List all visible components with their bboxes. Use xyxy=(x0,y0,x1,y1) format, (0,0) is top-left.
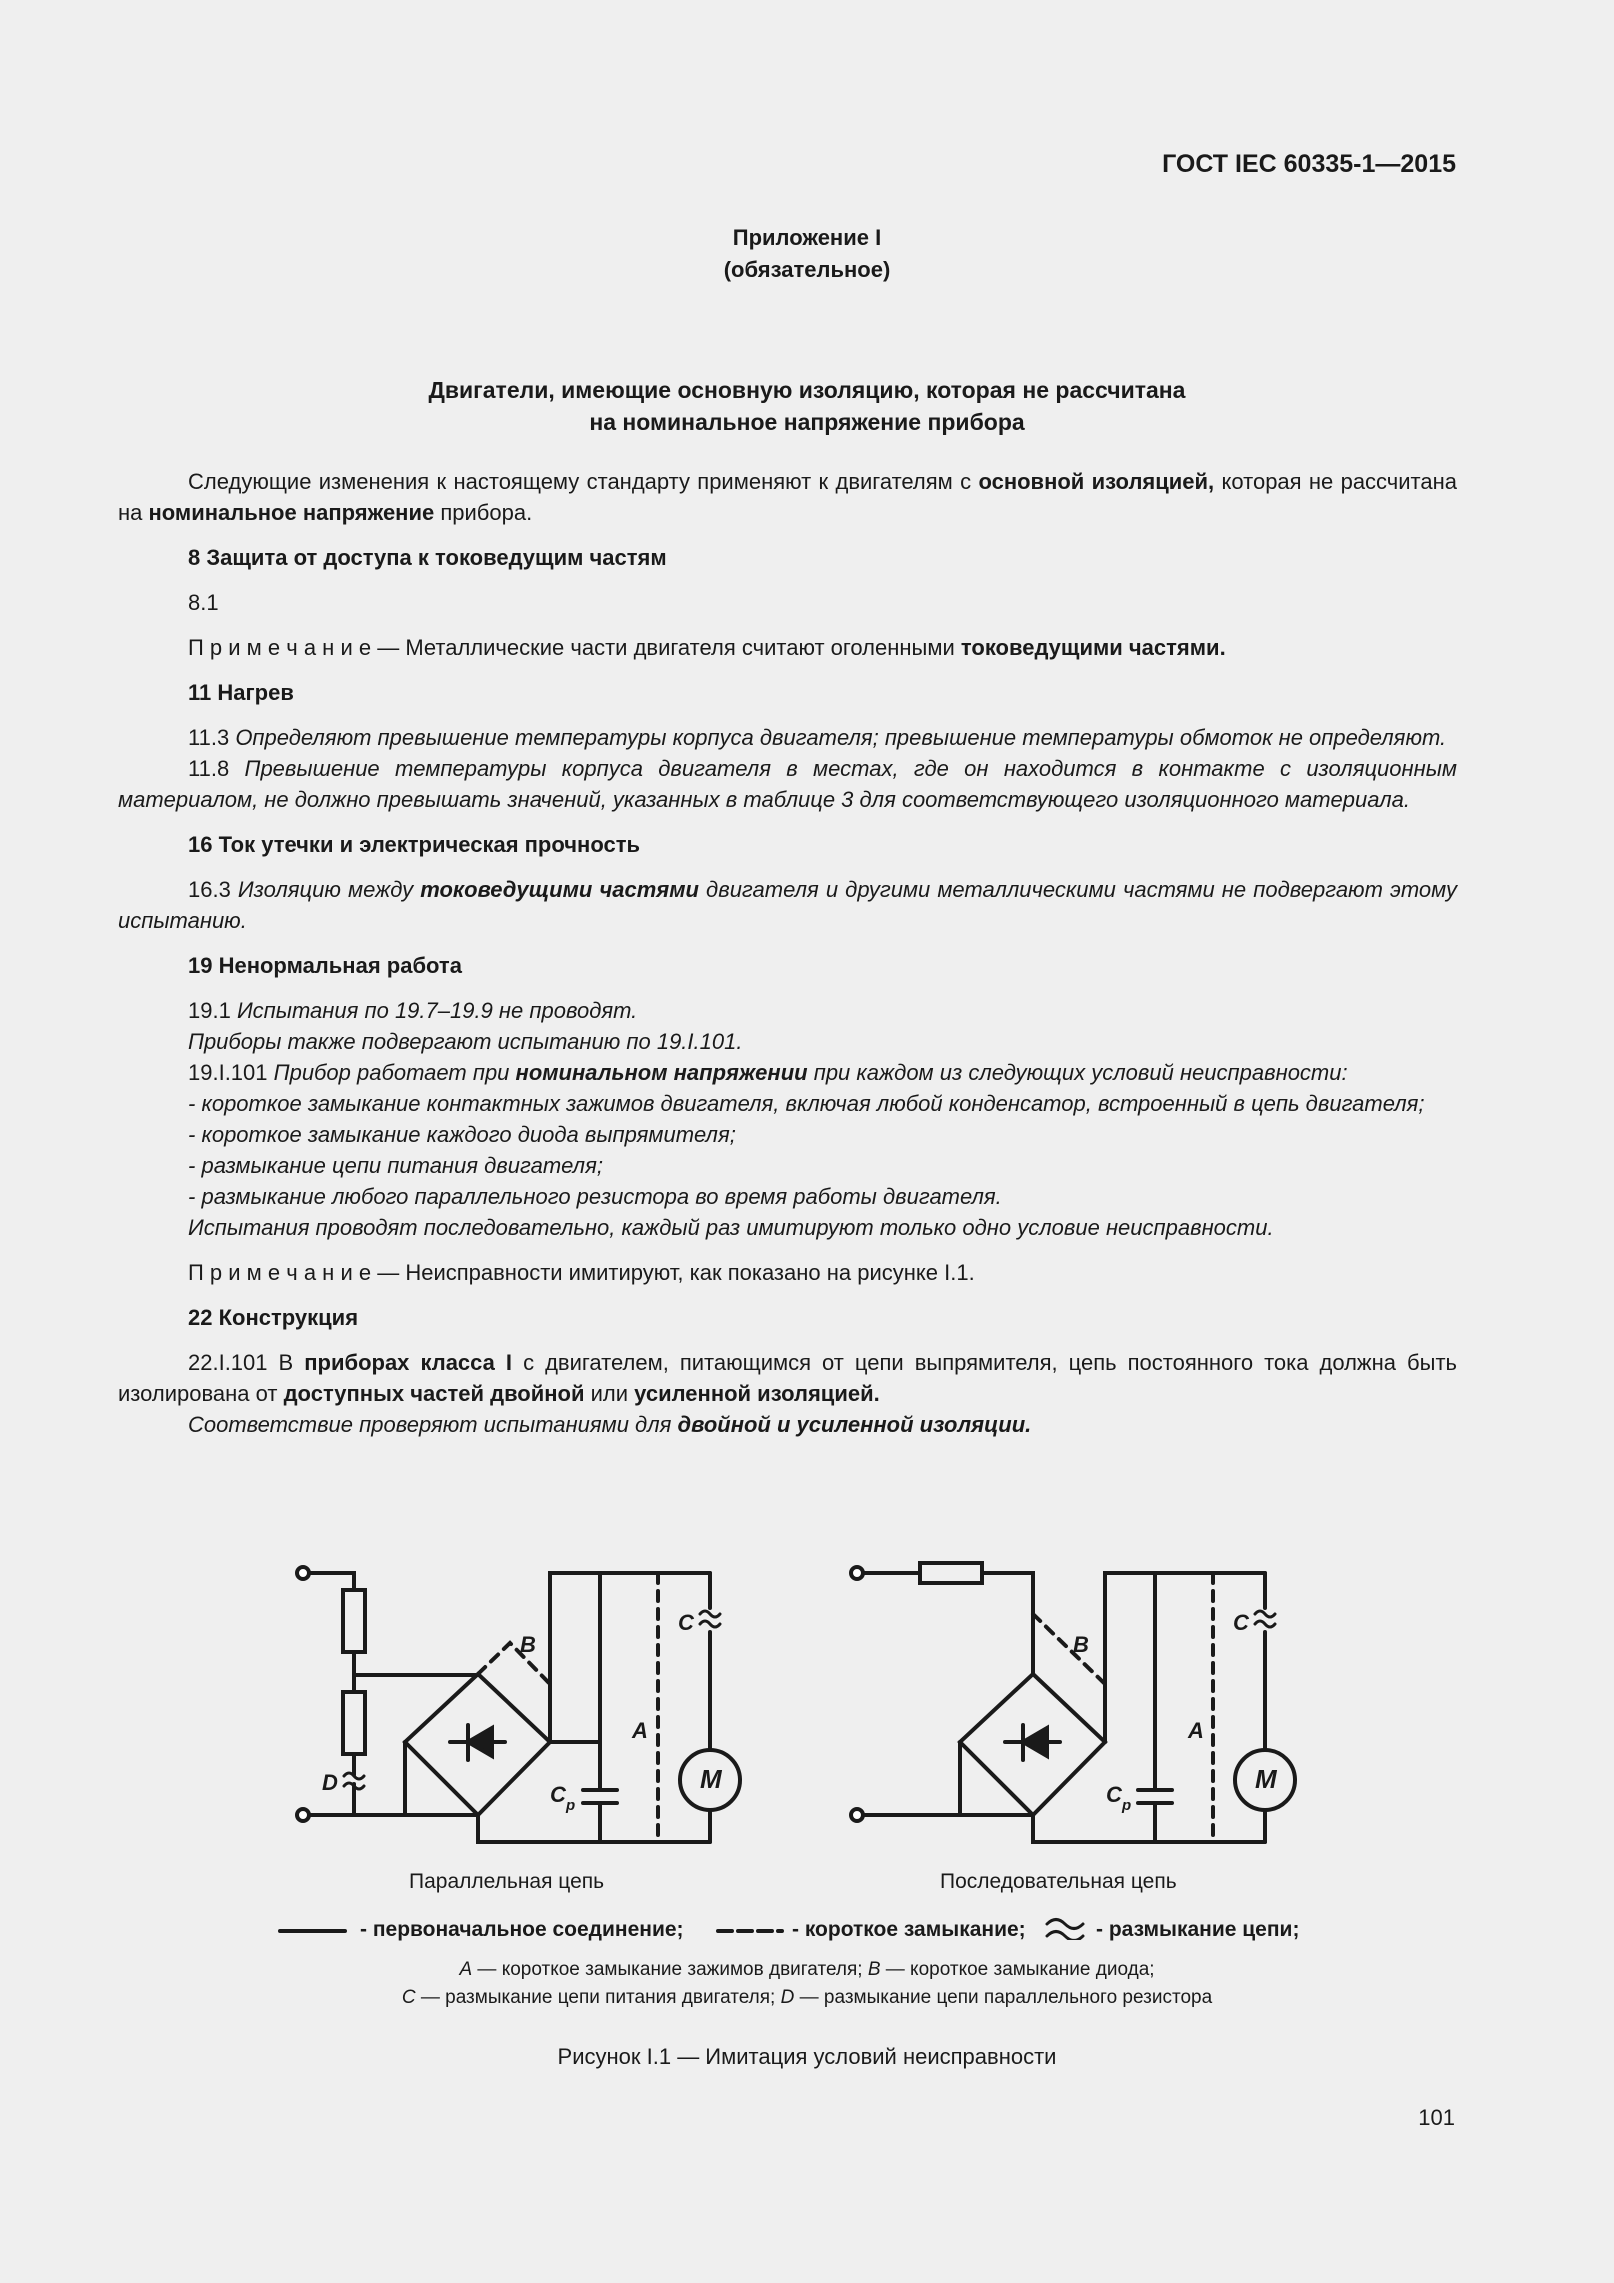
label-cp: C xyxy=(550,1782,566,1807)
clause-22-i-101: 22.I.101 В приборах класса I с двигателем, питающимся от цепи выпрямителя, цепь постоянного тока должна быть изолирована от доступных частей двойной или усиленной изоляцией. xyxy=(118,1350,1458,1406)
section-11-heading: 11 Нагрев xyxy=(188,680,294,705)
annex-heading xyxy=(0,222,1614,286)
clause-22-compliance: Соответствие проверяют испытаниями для двойной и усиленной изоляции. xyxy=(188,1412,1032,1437)
circuit-figure xyxy=(0,1540,1614,1940)
section-16-heading: 16 Ток утечки и электрическая прочность xyxy=(188,832,640,857)
parallel-circuit-caption: Параллельная цепь xyxy=(409,1870,605,1893)
list-item: - размыкание любого параллельного резистора во время работы двигателя. xyxy=(188,1184,1002,1209)
figure-caption: Рисунок I.1 — Имитация условий неисправности xyxy=(557,2044,1057,2069)
intro-paragraph: Следующие изменения к настоящему стандарту применяют к двигателям с основной изоляцией, которая не рассчитана на номинальное напряжение прибора. xyxy=(118,469,1458,525)
clause-19-1-line2: Приборы также подвергают испытанию по 19.I.101. xyxy=(188,1029,743,1054)
parallel-circuit xyxy=(297,1567,740,1842)
annex-label: Приложение I xyxy=(732,225,882,250)
wave-icon xyxy=(344,1783,364,1789)
wave-icon xyxy=(1255,1611,1275,1617)
clause-19-closing: Испытания проводят последовательно, каждый раз имитируют только одно условие неисправности. xyxy=(188,1215,1274,1240)
document-body xyxy=(118,466,1457,1440)
section-19-note: П р и м е ч а н и е — Неисправности имитируют, как показано на рисунке I.1. xyxy=(188,1260,975,1285)
list-item: - короткое замыкание каждого диода выпрямителя; xyxy=(188,1122,736,1147)
motor-label: M xyxy=(700,1764,722,1794)
legend-wave-text: - размыкание цепи; xyxy=(1096,1918,1300,1941)
series-circuit xyxy=(851,1563,1295,1842)
clause-19-1: 19.1 Испытания по 19.7–19.9 не проводят. xyxy=(188,998,638,1023)
wave-icon xyxy=(1255,1621,1275,1627)
label-cp-sub: p xyxy=(1122,1797,1132,1814)
figure-footnote: A — короткое замыкание зажимов двигателя; B — короткое замыкание диода; C — размыкание цепи питания двигателя; D — размыкание цепи параллельного резистора xyxy=(401,1959,1213,2008)
legend-dashed-text: - короткое замыкание; xyxy=(792,1918,1026,1941)
label-c: C xyxy=(1233,1610,1249,1635)
wave-icon xyxy=(700,1621,720,1627)
clause-19-i-101: 19.I.101 Прибор работает при номинальном напряжении при каждом из следующих условий неисправности: xyxy=(188,1060,1348,1085)
wave-icon xyxy=(344,1773,364,1779)
label-cp-sub: p xyxy=(566,1797,576,1814)
label-a: A xyxy=(632,1718,648,1743)
label-c: C xyxy=(678,1610,694,1635)
label-b: B xyxy=(1073,1632,1089,1657)
motor-label: M xyxy=(1255,1764,1277,1794)
section-8-note: П р и м е ч а н и е — Металлические части двигателя считают оголенными токоведущими частями. xyxy=(188,635,1226,660)
annex-title xyxy=(0,374,1614,438)
list-item: - размыкание цепи питания двигателя; xyxy=(188,1153,603,1178)
section-22-heading: 22 Конструкция xyxy=(188,1305,359,1330)
label-b: B xyxy=(520,1632,536,1657)
clause-11-3: 11.3 Определяют превышение температуры корпуса двигателя; превышение температуры обмоток не определяют. xyxy=(188,725,1447,750)
label-cp: C xyxy=(1106,1782,1122,1807)
legend-solid-text: - первоначальное соединение; xyxy=(360,1918,684,1941)
series-circuit-caption: Последовательная цепь xyxy=(940,1870,1177,1893)
wave-icon xyxy=(1047,1932,1083,1941)
list-item: - короткое замыкание контактных зажимов двигателя, включая любой конденсатор, встроенный в цепь двигателя; xyxy=(188,1091,1425,1116)
page-number: 101 xyxy=(1418,2105,1455,2130)
label-a: A xyxy=(1188,1718,1204,1743)
wave-icon xyxy=(700,1611,720,1617)
clause-11-8: 11.8 Превышение температуры корпуса двигателя в местах, где он находится в контакте с изоляционным материалом, не должно превышать значений, указанных в таблице 3 для соответствующего изоляционного материала. xyxy=(118,756,1457,812)
annex-title-line1: Двигатели, имеющие основную изоляцию, которая не рассчитана xyxy=(428,377,1186,403)
wave-icon xyxy=(1047,1920,1083,1929)
clause-8-1: 8.1 xyxy=(188,590,219,615)
section-19-heading: 19 Ненормальная работа xyxy=(188,953,462,978)
label-d: D xyxy=(322,1770,338,1795)
annex-title-line2: на номинальное напряжение прибора xyxy=(589,409,1025,435)
document-id: ГОСТ IEC 60335-1—2015 xyxy=(1162,150,1456,178)
annex-status: (обязательное) xyxy=(723,257,891,282)
section-8-heading: 8 Защита от доступа к токоведущим частям xyxy=(188,545,667,570)
clause-16-3: 16.3 Изоляцию между токоведущими частями двигателя и другими металлическими частями не подвергают этому испытанию. xyxy=(118,877,1457,933)
